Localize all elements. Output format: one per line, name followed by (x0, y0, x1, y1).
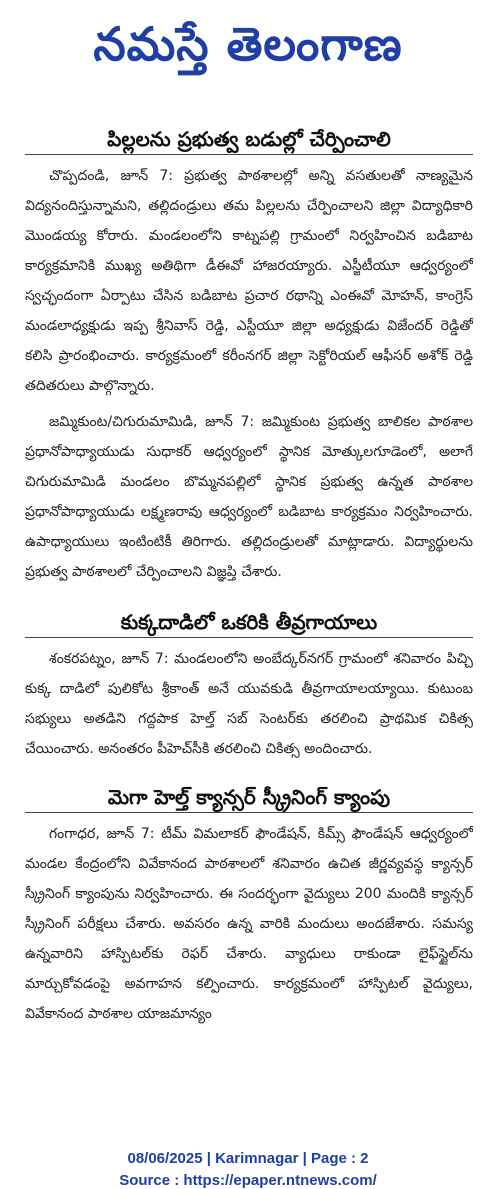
headline-school-enrollment: పిల్లలను ప్రభుత్వ బడుల్లో చేర్పించాలి (25, 124, 473, 155)
newspaper-logo: నమస్తే తెలంగాణ (93, 17, 403, 71)
masthead (0, 0, 496, 100)
article-dog-attack (25, 607, 473, 764)
footer-source: Source : https://epaper.ntnews.com/ (119, 1172, 377, 1189)
footer-edition-info: 08/06/2025 | Karimnagar | Page : 2 (127, 1150, 369, 1167)
newspaper-clipping (25, 112, 473, 1122)
article-cancer-screening (25, 782, 473, 1029)
article-paragraph: జమ్మికుంట/చిగురుమామిడి, జూన్ 7: జమ్మికుంట ప్రభుత్వ బాలికల పాఠశాల ప్రధానోపాధ్యాయుడు సుధాకర్ ఆధ్వర్యంలో స్థానిక మోత్కులగూడెంలో, అలాగే చిగురుమామిడి మండలం బొమ్మనపల్లిలో స్థానిక ప్రభుత్వ ఉన్నత పాఠశాల ప్రధానోపాధ్యాయుడు లక్ష్మణరావు ఆధ్వర్యంలో బడిబాట కార్యక్రమం నిర్వహించారు. ఉపాధ్యాయులు ఇంటింటికీ తిరిగారు. తల్లిదండ్రులతో మాట్లాడారు. విద్యార్థులను ప్రభుత్వ పాఠశాలలో చేర్పించాలని విజ్ఞప్తి చేశారు. (25, 414, 473, 580)
article-school-enrollment (25, 124, 473, 587)
article-paragraph: శంకరపట్నం, జూన్ 7: మండలంలోని అంబేద్కర్‌నగర్ గ్రామంలో శనివారం పిచ్చి కుక్క దాడిలో పులికోట శ్రీకాంత్ అనే యువకుడి తీవ్రగాయాలయ్యాయి. కుటుంబ సభ్యులు అతడిని గద్దపాక హెల్త్ సబ్ సెంటర్‌కు తరలించి ప్రాథమిక చికిత్స చేయించారు. అనంతరం పీహెచ్‌సీకి తరలించి చికిత్స అందించారు. (25, 651, 473, 757)
article-paragraph: చొప్పదండి, జూన్ 7: ప్రభుత్వ పాఠశాలల్లో అన్ని వసతులతో నాణ్యమైన విద్యనందిస్తున్నామని, తల్లిదండ్రులు తమ పిల్లలను చేర్పించాలని జిల్లా విద్యాధికారి మొండయ్య కోరారు. మండలంలోని కాట్నపల్లి గ్రామంలో నిర్వహించిన బడిబాట కార్యక్రమానికి ముఖ్య అతిథిగా డీఈవో హాజరయ్యారు. ఎస్జీటీయూ ఆధ్వర్యంలో స్వచ్ఛందంగా ఏర్పాటు చేసిన బడిబాట ప్రచార రథాన్ని ఎంఈవో మోహన్, కాంగ్రెస్ మండలాధ్యక్షుడు ఇప్ప శ్రీనివాస్ రెడ్డి, ఎస్టీయూ జిల్లా అధ్యక్షుడు విజేందర్ రెడ్డితో కలిసి ప్రారంభించారు. కార్యక్రమంలో కరీంనగర్ జిల్లా సెక్టోరియల్ ఆఫీసర్ అశోక్ రెడ్డి తదితరులు పాల్గొన్నారు. (25, 168, 473, 394)
article-paragraph: గంగాధర, జూన్ 7: టీమ్ విమలాకర్ ఫౌండేషన్, కిమ్స్ ఫౌండేషన్ ఆధ్వర్యంలో మండల కేంద్రంలోని వివేకానంద పాఠశాలలో శనివారం ఉచిత జీర్ణవ్యవస్థ క్యాన్సర్ స్క్రీనింగ్ క్యాంపును నిర్వహించారు. ఈ సందర్భంగా వైద్యులు 200 మందికి క్యాన్సర్ స్క్రీనింగ్ పరీక్షలు చేశారు. అవసరం ఉన్న వారికి మందులు అందజేశారు. సమస్య ఉన్నవారిని హాస్పిటల్‌కు రెఫర్ చేశారు. వ్యాధులు రాకుండా లైఫ్‌స్టైల్‌ను మార్చుకోవడంపై అవగాహన కల్పించారు. కార్యక్రమంలో హాస్పిటల్ వైద్యులు, వివేకానంద పాఠశాల యాజమాన్యం (25, 826, 473, 1022)
headline-cancer-screening: మెగా హెల్త్ క్యాన్సర్ స్క్రీనింగ్ క్యాంపు (25, 782, 473, 813)
headline-dog-attack: కుక్కదాడిలో ఒకరికి తీవ్రగాయాలు (25, 607, 473, 638)
